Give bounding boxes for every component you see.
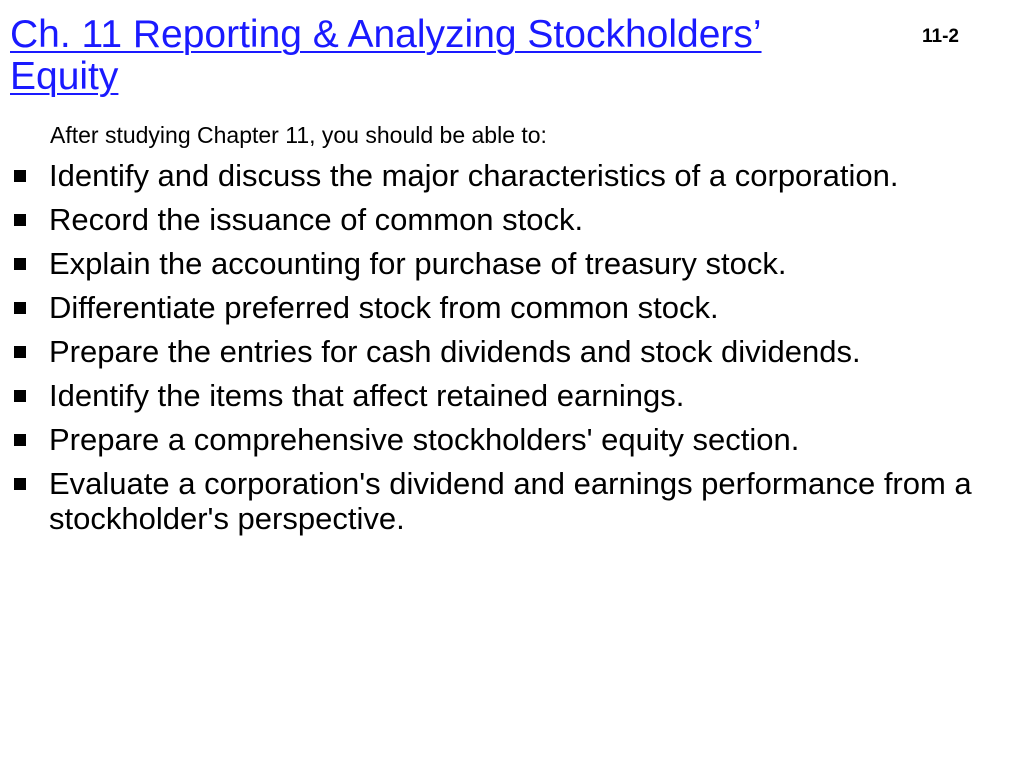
slide-title-line-2: Equity [10,55,119,98]
objective-text: Identify and discuss the major characteristics of a corporation. [49,158,899,193]
square-bullet-icon [14,434,26,446]
square-bullet-icon [14,214,26,226]
objective-item [0,246,990,281]
objective-item [0,202,990,237]
learning-objectives-list [0,158,990,545]
square-bullet-icon [14,302,26,314]
objective-text: Prepare the entries for cash dividends and stock dividends. [49,334,861,369]
slide-number: 11-2 [922,26,959,47]
slide-title-line-1: Ch. 11 Reporting & Analyzing Stockholders’ [10,13,762,56]
objective-item [0,378,990,413]
objective-text: Prepare a comprehensive stockholders' equity section. [49,422,800,457]
intro-text: After studying Chapter 11, you should be able to: [50,122,547,148]
objective-item [0,334,990,369]
square-bullet-icon [14,346,26,358]
objective-text: Evaluate a corporation's dividend and earnings performance from a stockholder's perspective. [49,466,972,536]
slide-title [10,14,910,98]
objective-text: Identify the items that affect retained earnings. [49,378,685,413]
objective-item [0,422,990,457]
objective-text: Record the issuance of common stock. [49,202,584,237]
square-bullet-icon [14,390,26,402]
objective-text: Explain the accounting for purchase of treasury stock. [49,246,787,281]
square-bullet-icon [14,258,26,270]
square-bullet-icon [14,478,26,490]
objective-item [0,466,990,536]
objective-text: Differentiate preferred stock from common stock. [49,290,719,325]
objective-item [0,158,990,193]
square-bullet-icon [14,170,26,182]
objective-item [0,290,990,325]
